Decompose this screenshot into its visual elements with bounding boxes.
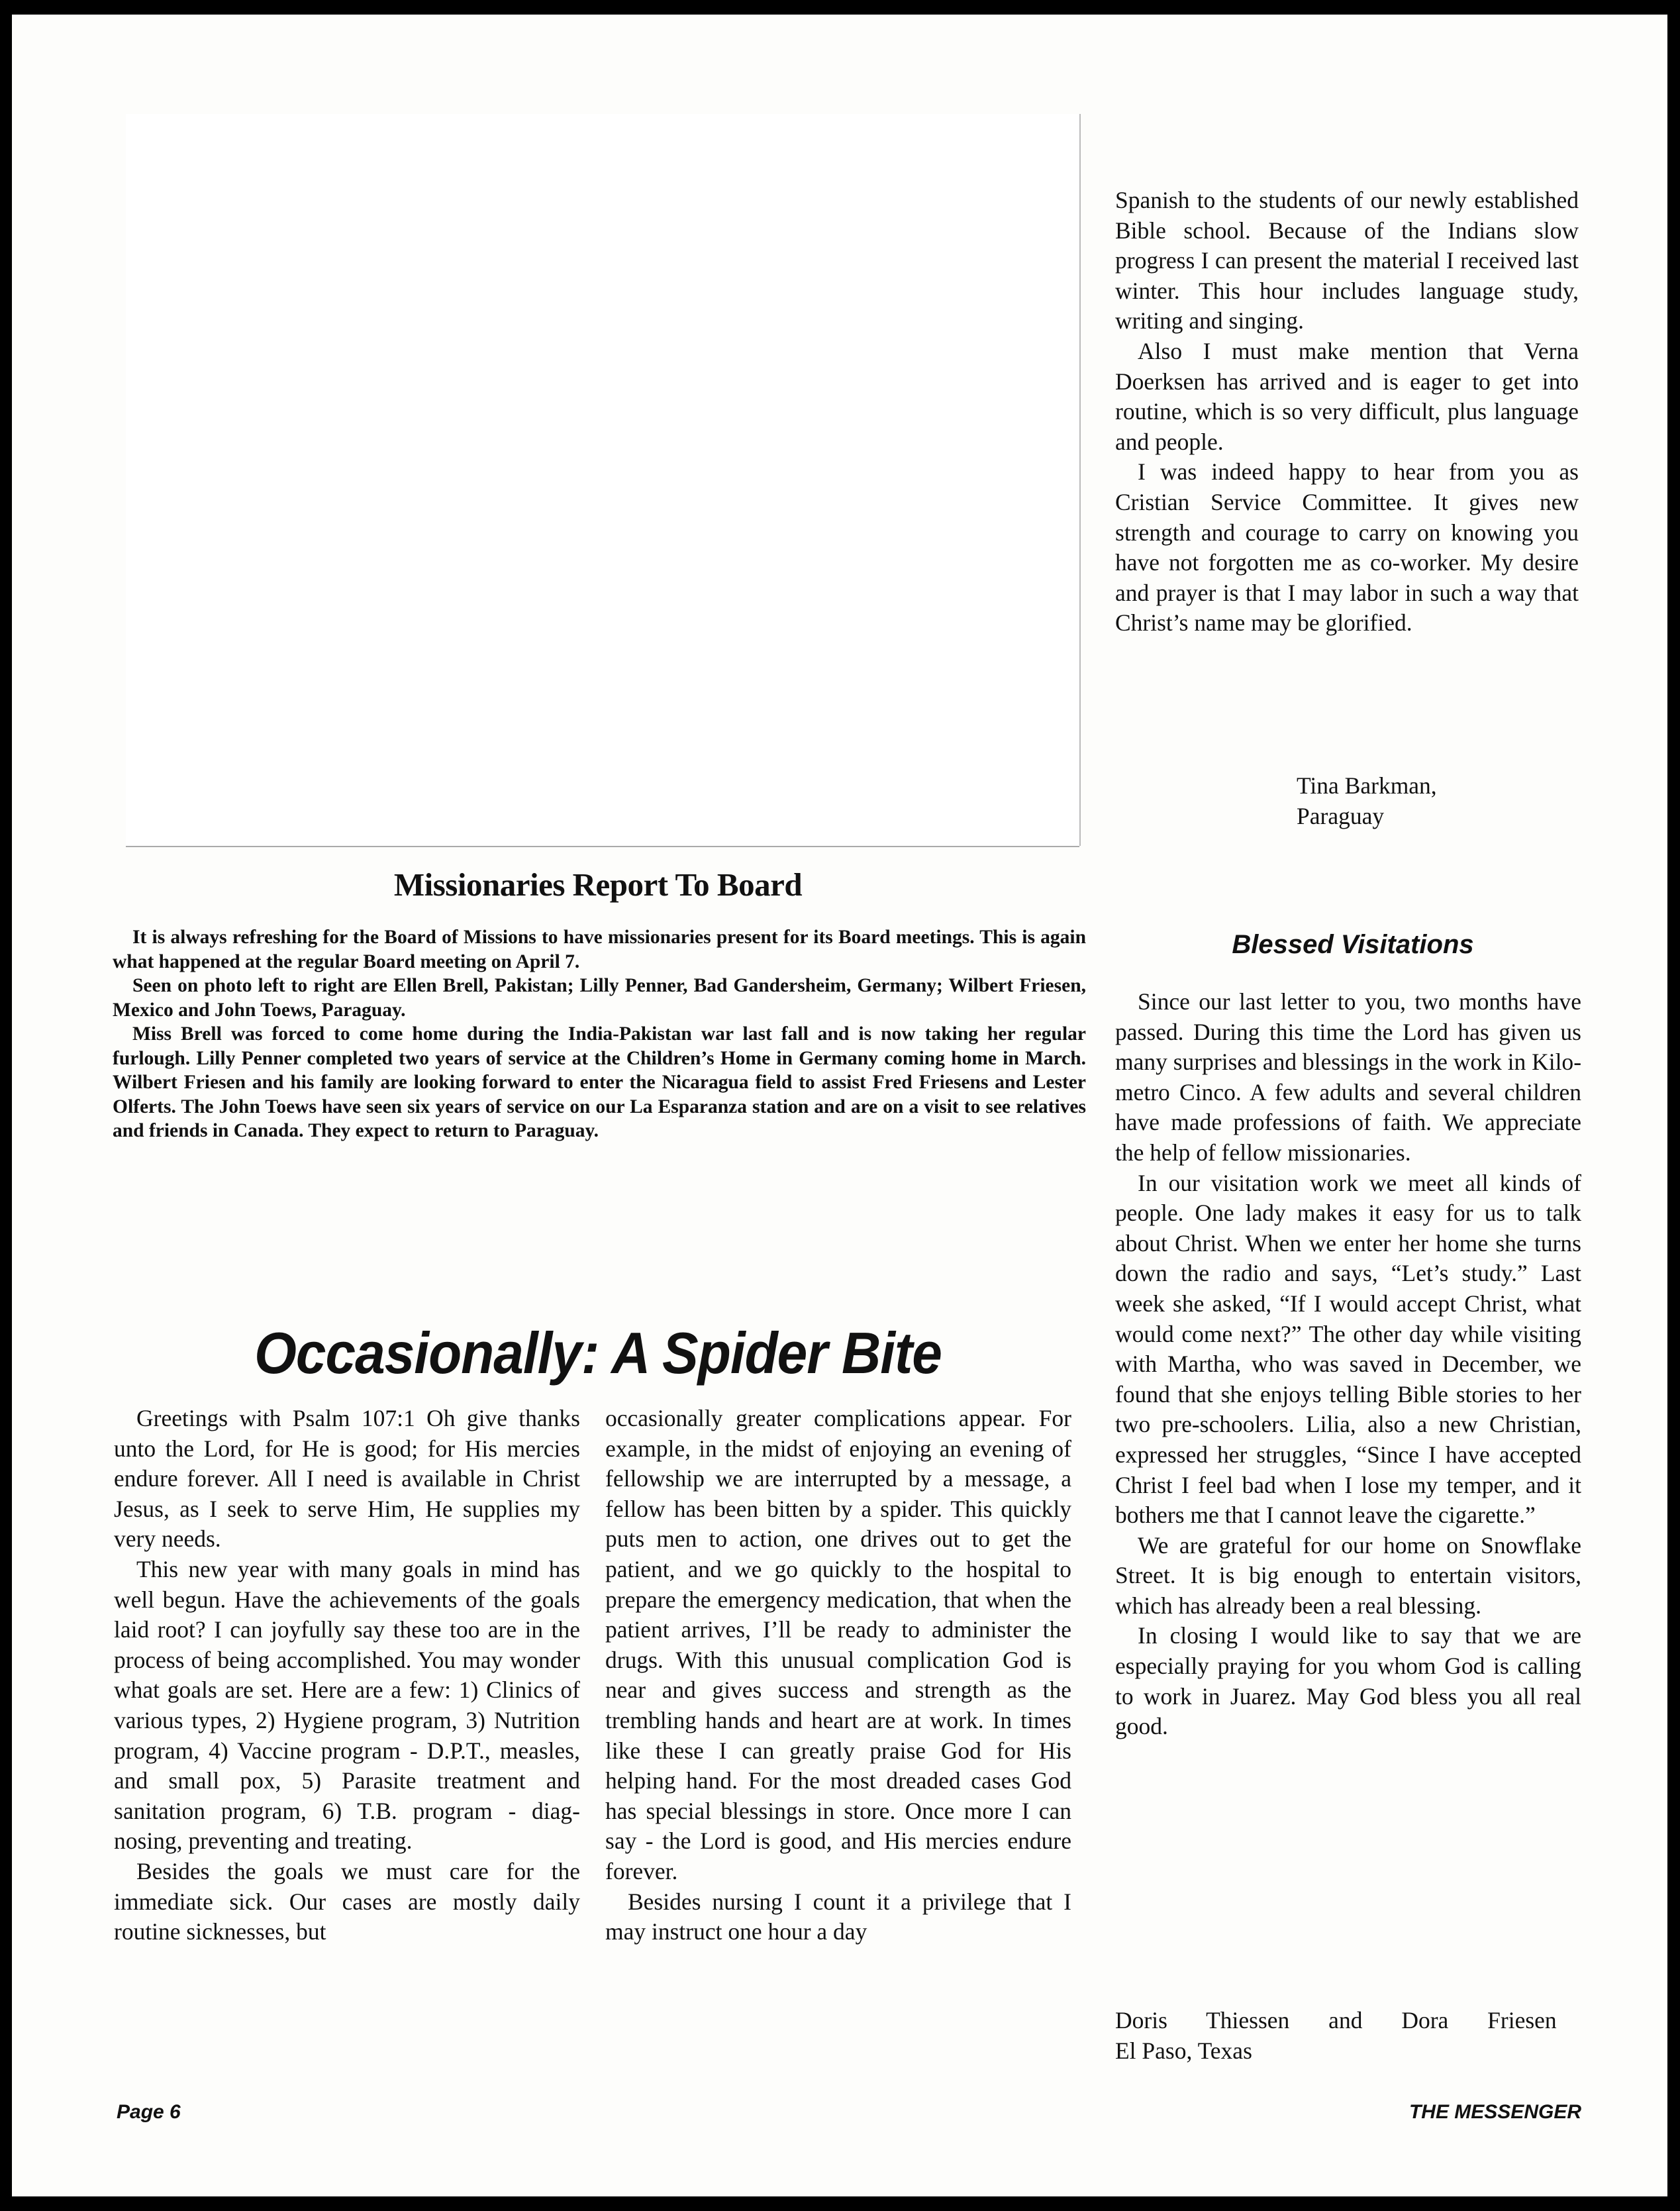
blessed-headline: Blessed Visitations <box>1232 930 1474 959</box>
blessed-paragraph: Since our last letter to you, two months have passed. During this time the Lord has given us many surprises and blessings in the work in Kilometro Cinco. A few adults and several children have made professions of faith. We appreciate the help of fellow missionaries. <box>1115 988 1582 1166</box>
tina-paragraph: I was indeed happy to hear from you as Cristian Service Committee. It gives new strength and courage to carry on knowing you have not forgotten me as co-worker. My desire and prayer is that I may labor in such a way that Christ’s name may be glorified. <box>1115 458 1579 637</box>
blessed-paragraph: In our visitation work we meet all kinds of people. One lady makes it easy for us to talk about Christ. When we enter her home she turns down the radio and says, “Let’s study.” Last week she asked, “If I would accept Christ, what would come next?” The other day while visiting with Martha, who was saved in December, we found that she enjoys telling Bible stories to her two pre-schoolers. Lilia, also a new Christian, expressed her struggles, “Since I have accepted Christ I feel bad when I lose my temper, and it bothers me that I cannot leave the cigarette.” <box>1115 1169 1581 1529</box>
tina-signature-name: Tina Barkman, <box>1297 772 1437 799</box>
blessed-column <box>1115 987 1581 1742</box>
tina-letter <box>1115 185 1579 639</box>
publication-name: THE MESSENGER <box>1408 2101 1581 2123</box>
report-headline: Missionaries Report To Board <box>393 866 803 903</box>
report-paragraph: Miss Brell was forced to come home during the India-Pakistan war last fall and is now taking her regular furlough. Lilly Penner completed two years of service at the Children’s Home in Germany coming home in March. Wilbert Friesen and his family are looking forward to enter the Nicaragua field to assist Fred Friesens and Lester Olferts. The John Toews have seen six years of service on our La Esparanza station and are on a visit to see relatives and friends in Canada. They expect to return to Paraguay. <box>113 1023 1086 1141</box>
spider-column-2 <box>605 1404 1071 1947</box>
tina-paragraph: Also I must make mention that Verna Doerksen has arrived and is eager to get into routine, which is so very difficult, plus language and people. <box>1115 337 1579 455</box>
report-caption <box>113 925 1086 1143</box>
report-paragraph: It is always refreshing for the Board of Missions to have missionaries present for its Board meetings. This is again what happened at the regular Board meeting on April 7. <box>113 927 1086 972</box>
spider-paragraph: Besides the goals we must care for the immediate sick. Our cases are mostly daily routine sicknesses, but <box>114 1857 580 1945</box>
spider-paragraph: occasionally greater complications appear. For example, in the midst of enjoying an evening of fellowship we are interrupted by a message, a fellow has been bitten by a spider. This quickly puts men to action, one drives out to get the patient, and we go quickly to the hospital to prepare the emergency medication, that when the patient arrives, I’ll be ready to administer the drugs. With this unusual complication God is near and gives success and strength as the trembling hands and heart are at work. In times like these I can greatly praise God for His helping hand. For the most dreaded cases God has special blessings in store. Once more I can say - the Lord is good, and His mercies endure forever. <box>605 1405 1071 1884</box>
missionaries-photo <box>126 114 1081 846</box>
spider-column-1 <box>114 1404 580 1947</box>
spider-paragraph: Besides nursing I count it a privilege that I may instruct one hour a day <box>605 1888 1071 1945</box>
blessed-paragraph: We are grateful for our home on Snowflake Street. It is big enough to entertain visitors, which has already been a real blessing. <box>1115 1531 1581 1619</box>
photo-divider <box>126 846 1079 847</box>
page-number: Page 6 <box>117 2101 181 2123</box>
column-divider <box>1079 114 1081 846</box>
spider-paragraph: Greetings with Psalm 107:1 Oh give thanks unto the Lord, for He is good; for His mercies endure forever. All I need is available in Christ Jesus, as I seek to serve Him, He supplies my very needs. <box>114 1405 580 1553</box>
tina-signature <box>1297 771 1437 831</box>
tina-signature-place: Paraguay <box>1297 802 1385 829</box>
blessed-signature-place: El Paso, Texas <box>1115 2037 1252 2064</box>
blessed-paragraph: In closing I would like to say that we are especially praying for you whom God is calling to work in Juarez. May God bless you all real good. <box>1115 1622 1581 1740</box>
newspaper-page <box>12 15 1667 2196</box>
tina-paragraph: Spanish to the students of our newly established Bible school. Because of the Indians slow progress I can present the material I received last winter. This hour includes language study, writing and singing. <box>1115 187 1579 334</box>
spider-headline: Occasionally: A Spider Bite <box>254 1321 942 1386</box>
spider-paragraph: This new year with many goals in mind has well begun. Have the achievements of the goals laid root? I can joyfully say these too are in the process of being accomplished. You may wonder what goals are set. Here are a few: 1) Clinics of various types, 2) Hygiene program, 3) Nutrition program, 4) Vaccine program - D.P.T., measles, and small pox, 5) Parasite treatment and sanitation program, 6) T.B. program - diagnosing, preventing and treating. <box>114 1555 580 1855</box>
blessed-signature <box>1115 2006 1581 2066</box>
blessed-signature-names: Doris Thiessen and Dora Friesen <box>1115 2007 1557 2033</box>
report-paragraph: Seen on photo left to right are Ellen Brell, Pakistan; Lilly Penner, Bad Gandersheim, Germany; Wilbert Friesen, Mexico and John Toews, Paraguay. <box>113 975 1086 1021</box>
